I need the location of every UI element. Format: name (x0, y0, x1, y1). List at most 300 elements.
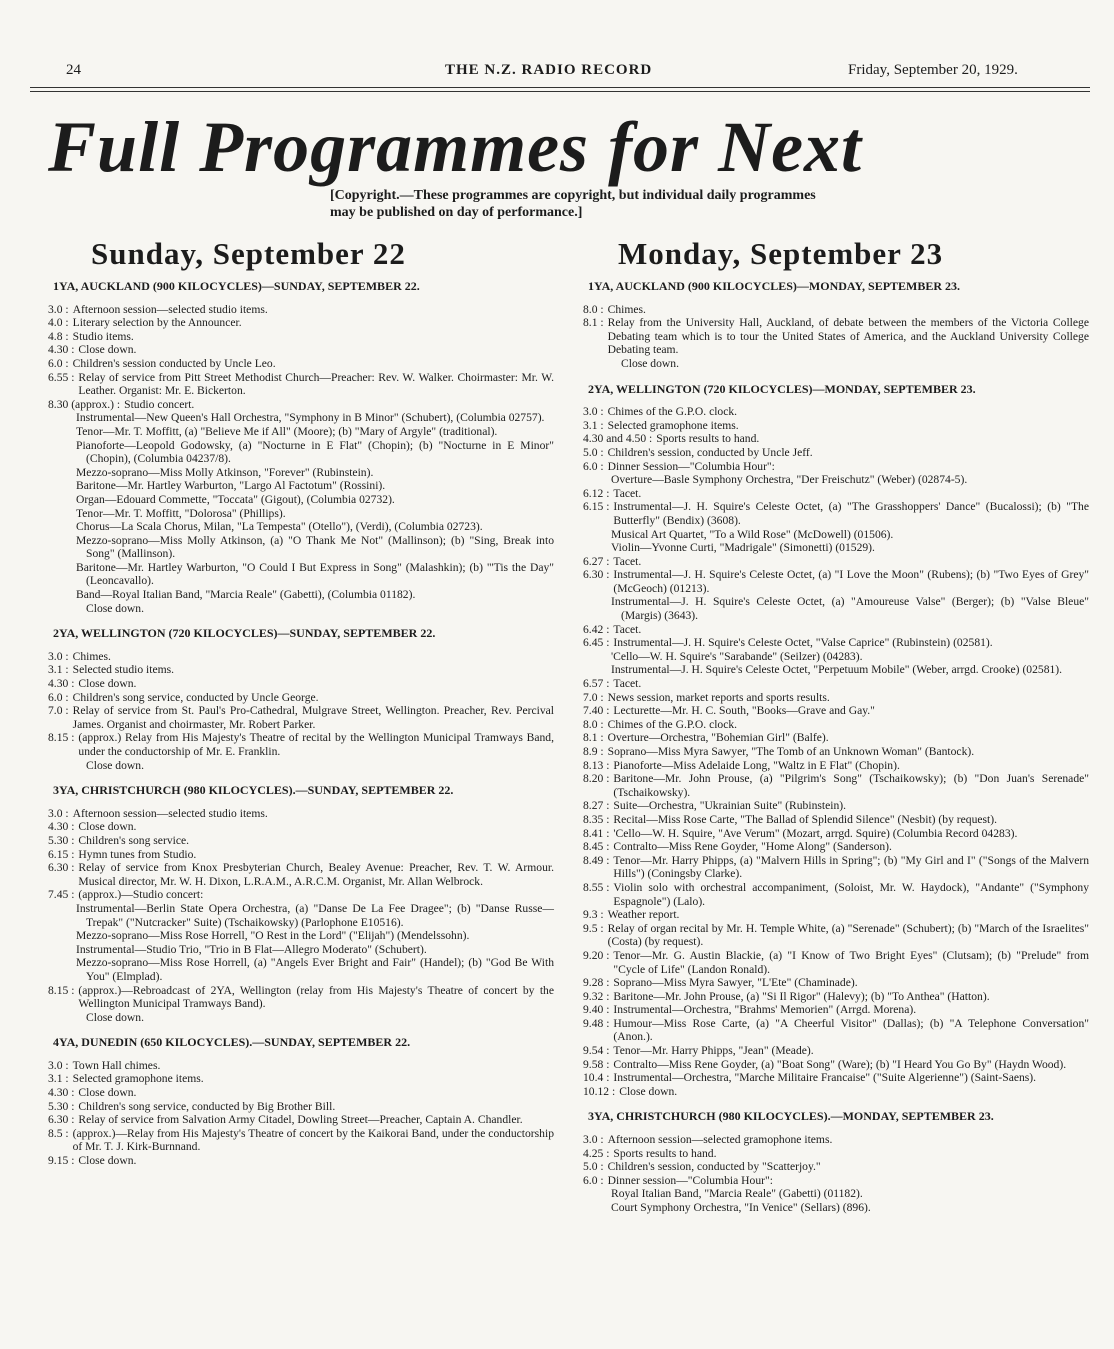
program-text: Town Hall chimes. (72, 1058, 161, 1072)
program-text: Close down. (78, 677, 137, 691)
program-text: Humour—Miss Rose Carte, (a) "A Cheerful Visitor" (Dallas); (b) "A Telephone Conversation" (Anon.). (613, 1016, 1089, 1044)
program-item (48, 371, 554, 398)
station-section (583, 1110, 1089, 1214)
time-separator: : (603, 772, 610, 786)
program-time: 5.30 (48, 1099, 69, 1113)
time-separator: : (603, 1003, 610, 1017)
time-separator: : (603, 554, 610, 568)
program-text: Close down. (619, 1084, 678, 1098)
time-separator: : (62, 663, 69, 677)
program-time: 4.0 (48, 316, 63, 330)
program-time: 9.58 (583, 1057, 604, 1071)
page-number: 24 (66, 62, 81, 78)
program-subitem: Pianoforte—Leopold Godowsky, (a) "Nocturne in E Flat" (Chopin); (b) "Nocturne in E Minor" (Chopin), (Columbia 04237/8). (76, 438, 554, 466)
time-separator: : (62, 806, 69, 820)
time-separator: : (603, 486, 610, 500)
program-item (583, 446, 1089, 460)
program-time: 8.30 (approx.) (48, 397, 115, 411)
time-separator: : (62, 316, 69, 330)
program-text: (approx.)—Studio concert: (78, 888, 204, 902)
program-text: (approx.)—Relay from His Majesty's Theatre of concert by the Kaikorai Band, under the conductorship of Mr. T. J. Kirk-Burnnand. (72, 1126, 554, 1154)
time-separator: : (62, 690, 69, 704)
program-time: 6.30 (48, 861, 69, 875)
station-section (48, 280, 554, 615)
program-text: Studio items. (72, 329, 134, 343)
program-subitem: Tenor—Mr. T. Moffitt, "Dolorosa" (Phillips). (76, 506, 286, 520)
program-text: Pianoforte—Miss Adelaide Long, "Waltz in E Flat" (Chopin). (613, 758, 900, 772)
program-item (48, 834, 554, 848)
program-subitem: Chorus—La Scala Chorus, Milan, "La Tempesta" (Otello"), (Verdi), (Columbia 02723). (76, 520, 483, 534)
program-time: 4.30 (48, 1086, 69, 1100)
time-separator: : (603, 853, 610, 867)
station-section (583, 280, 1089, 371)
program-text: Instrumental—J. H. Squire's Celeste Octet, (a) "I Love the Moon" (Rubens); (b) "Two Eyes of Grey" (McGeoch) (01213). (613, 568, 1089, 595)
program-item (583, 772, 1089, 799)
program-subitem: Mezzo-soprano—Miss Molly Atkinson, (a) "O Thank Me Not" (Mallinson); (b) "Sing, Break into Song" (Mallinson). (76, 533, 554, 561)
close-down: Close down. (621, 356, 679, 370)
program-text: Children's session conducted by Uncle Leo. (72, 356, 276, 370)
time-separator: : (603, 568, 610, 582)
program-time: 6.57 (583, 677, 604, 691)
time-separator: : (603, 989, 610, 1003)
time-separator: : (68, 677, 75, 691)
program-time: 9.20 (583, 948, 604, 962)
time-separator: : (68, 1086, 75, 1100)
program-text: Studio concert. (124, 397, 195, 411)
program-time: 6.15 (48, 847, 69, 861)
program-item (48, 1154, 554, 1168)
program-text: Soprano—Miss Myra Sawyer, "The Tomb of an Unknown Woman" (Bantock). (607, 745, 975, 758)
program-subitem: Mezzo-soprano—Miss Molly Atkinson, "Forever" (Rubinstein). (76, 465, 374, 479)
program-text: Instrumental—J. H. Squire's Celeste Octet, (a) "The Grasshoppers' Dance" (Bucalossi); (b) "The Butterfly" (Bendix) (3608). (613, 500, 1089, 527)
station-heading: 2YA, WELLINGTON (720 KILOCYCLES)—SUNDAY, SEPTEMBER 22. (53, 626, 436, 641)
station-section (583, 383, 1089, 1099)
program-time: 8.9 (583, 745, 598, 758)
program-time: 8.1 (583, 316, 598, 330)
program-item (583, 922, 1089, 949)
station-heading: 3YA, CHRISTCHURCH (980 KILOCYCLES).—SUNDAY, SEPTEMBER 22. (53, 783, 454, 798)
program-item (583, 432, 1089, 446)
time-separator: : (603, 636, 610, 650)
program-time: 6.30 (583, 568, 604, 582)
program-item (48, 1113, 554, 1127)
program-text: Tacet. (613, 677, 642, 691)
program-item (583, 1058, 1089, 1072)
program-time: 4.30 (48, 677, 69, 691)
program-item (583, 854, 1089, 881)
program-item (48, 888, 554, 902)
program-item (583, 827, 1089, 841)
station-section (48, 627, 554, 772)
monday-column (583, 278, 1089, 1227)
program-text: Selected gramophone items. (607, 418, 739, 432)
time-separator: : (68, 820, 75, 834)
program-text: Children's session, conducted by Uncle Jeff. (607, 445, 813, 459)
program-item (583, 1160, 1089, 1174)
program-item (583, 908, 1089, 922)
program-item (48, 807, 554, 821)
program-text: Weather report. (607, 908, 680, 922)
day-heading-monday: Monday, September 23 (618, 236, 944, 271)
program-text: 'Cello—W. H. Squire, "Ave Verum" (Mozart, arrgd. Squire) (Columbia Record 04283). (613, 826, 1018, 840)
program-item (583, 990, 1089, 1004)
time-separator: : (597, 316, 604, 330)
program-text: Children's song service, conducted by Uncle George. (72, 690, 319, 704)
program-text: Relay of organ recital by Mr. H. Temple White, (a) "Serenade" (Schubert); (b) "March of the Israelites" (Costa) (by request). (607, 921, 1089, 949)
program-time: 5.0 (583, 1160, 598, 1174)
program-item (583, 405, 1089, 419)
program-text: Baritone—Mr. John Prouse, (a) "Pilgrim's Song" (Tschaikowsky); (b) "Don Juan's Serenade" (Tschaikowsky). (613, 772, 1089, 799)
program-time: 8.49 (583, 853, 604, 867)
program-subitem: Musical Art Quartet, "To a Wild Rose" (McDowell) (01506). (611, 527, 894, 541)
program-item (583, 840, 1089, 854)
program-item (583, 799, 1089, 813)
program-time: 9.40 (583, 1003, 604, 1017)
program-time: 7.40 (583, 704, 604, 718)
program-text: Instrumental—Orchestra, "Brahms' Memorien" (Arrgd. Morena). (613, 1003, 917, 1017)
program-item (48, 303, 554, 317)
program-subitem: Instrumental—New Queen's Hall Orchestra, "Symphony in B Minor" (Schubert), (Columbia 02757). (76, 411, 545, 425)
program-item (583, 718, 1089, 732)
program-text: Children's song service. (78, 833, 190, 847)
program-time: 6.0 (48, 690, 63, 704)
time-separator: : (597, 1160, 604, 1174)
program-time: 9.5 (583, 921, 598, 935)
program-text: Selected studio items. (72, 663, 175, 677)
program-item (48, 398, 554, 412)
program-text: Contralto—Miss Rene Goyder, (a) "Boat Song" (Ware); (b) "I Heard You Go By" (Haydn Wood). (613, 1057, 1067, 1071)
program-subitem: Instrumental—Studio Trio, "Trio in B Flat—Allegro Moderato" (Schubert). (76, 942, 427, 956)
time-separator: : (603, 500, 610, 514)
time-separator: : (603, 1071, 610, 1085)
program-item (583, 316, 1089, 357)
program-text: Children's song service, conducted by Big Brother Bill. (78, 1099, 336, 1113)
program-item (583, 303, 1089, 317)
program-text: Baritone—Mr. John Prouse, (a) "Si Il Rigor" (Halevy); (b) "To Anthea" (Hatton). (613, 989, 990, 1003)
program-time: 6.0 (583, 1173, 598, 1187)
time-separator: : (609, 1084, 616, 1098)
time-separator: : (68, 1113, 75, 1127)
program-item (583, 1044, 1089, 1058)
station-heading: 1YA, AUCKLAND (900 KILOCYCLES)—SUNDAY, SEPTEMBER 22. (53, 279, 420, 293)
time-separator: : (603, 758, 610, 772)
program-time: 3.0 (48, 649, 63, 663)
program-subitem: Mezzo-soprano—Miss Rose Horrell, (a) "Angels Ever Bright and Fair" (Handel); (b) "God Be With You" (Elmplad). (76, 956, 554, 983)
time-separator: : (603, 799, 610, 813)
time-separator: : (597, 459, 604, 473)
time-separator: : (62, 1058, 69, 1072)
program-text: Close down. (78, 1154, 137, 1168)
publication-name: THE N.Z. RADIO RECORD (445, 62, 653, 78)
time-separator: : (603, 1016, 610, 1030)
program-time: 3.0 (48, 1058, 63, 1072)
time-separator: : (646, 432, 653, 446)
time-separator: : (68, 370, 75, 384)
program-text: Soprano—Miss Myra Sawyer, "L'Ete" (Chaminade). (613, 976, 858, 990)
station-heading: 3YA, CHRISTCHURCH (980 KILOCYCLES).—MONDAY, SEPTEMBER 23. (588, 1109, 994, 1124)
program-text: Tacet. (613, 554, 642, 568)
time-separator: : (597, 717, 604, 731)
program-item (48, 677, 554, 691)
time-separator: : (603, 622, 610, 636)
copyright-notice: [Copyright.—These programmes are copyright, but individual daily programmes may be published on day of performance.] (330, 188, 816, 220)
program-item (48, 820, 554, 834)
time-separator: : (603, 1057, 610, 1071)
program-item (48, 691, 554, 705)
program-time: 4.25 (583, 1146, 604, 1160)
program-text: (approx.) Relay from His Majesty's Theatre of recital by the Wellington Municipal Tramways Band, under the conductorship of Mr. E. Franklin. (78, 731, 554, 758)
program-text: Dinner Session—"Columbia Hour": (607, 459, 775, 473)
program-subitem: Tenor—Mr. T. Moffitt, (a) "Believe Me if All" (Moore); (b) "Mary of Argyle" (traditional). (76, 424, 498, 438)
program-time: 9.28 (583, 976, 604, 990)
time-separator: : (603, 812, 610, 826)
time-separator: : (68, 888, 75, 902)
program-subitem: Baritone—Mr. Hartley Warburton, "Largo Al Factotum" (Rossini). (76, 479, 386, 493)
program-text: Hymn tunes from Studio. (78, 847, 197, 861)
time-separator: : (603, 1044, 610, 1058)
program-time: 6.0 (583, 459, 598, 473)
program-text: Chimes. (72, 649, 111, 663)
day-heading-sunday: Sunday, September 22 (91, 236, 406, 271)
program-text: Relay of service from Knox Presbyterian Church, Bealey Avenue: Preacher, Rev. T. W. Armour. Musical director, Mr. W. H. Dixon, L.R.A.M., A.R.C.M. Organist, Mr. Allan Welbrock. (78, 861, 554, 888)
time-separator: : (597, 302, 604, 316)
sunday-column (48, 278, 554, 1180)
program-time: 4.30 (48, 820, 69, 834)
program-item (583, 636, 1089, 650)
program-item (48, 1072, 554, 1086)
time-separator: : (68, 861, 75, 875)
program-item (583, 731, 1089, 745)
program-item (583, 691, 1089, 705)
time-separator: : (597, 908, 604, 922)
program-time: 8.0 (583, 302, 598, 316)
header-rule (30, 87, 1090, 88)
program-time: 4.30 (48, 343, 69, 357)
program-time: 8.35 (583, 812, 604, 826)
time-separator: : (603, 880, 610, 894)
program-time: 8.27 (583, 799, 604, 813)
time-separator: : (603, 704, 610, 718)
program-time: 3.0 (48, 302, 63, 316)
time-separator: : (597, 1133, 604, 1147)
station-heading: 2YA, WELLINGTON (720 KILOCYCLES)—MONDAY, SEPTEMBER 23. (588, 381, 976, 396)
program-time: 6.15 (583, 500, 604, 514)
program-item (583, 419, 1089, 433)
time-separator: : (603, 840, 610, 854)
program-time: 8.1 (583, 731, 598, 745)
time-separator: : (68, 1154, 75, 1168)
time-separator: : (603, 976, 610, 990)
program-item (48, 1059, 554, 1073)
program-text: Sports results to hand. (613, 1146, 717, 1160)
program-item (583, 677, 1089, 691)
program-time: 9.3 (583, 908, 598, 922)
time-separator: : (62, 1072, 69, 1086)
program-time: 8.13 (583, 758, 604, 772)
program-time: 9.32 (583, 989, 604, 1003)
program-time: 7.45 (48, 888, 69, 902)
program-item (583, 460, 1089, 474)
program-text: Violin solo with orchestral accompaniment, (Soloist, Mr. W. Haydock), "Andante" ("Symphony Espagnole") (Lalo). (613, 880, 1089, 908)
program-subitem: Instrumental—J. H. Squire's Celeste Octet, "Perpetuum Mobile" (Weber, arrgd. Crooke) (02581). (611, 663, 1063, 677)
program-item (48, 316, 554, 330)
program-item (48, 1100, 554, 1114)
program-text: Chimes. (607, 302, 646, 316)
station-heading: 4YA, DUNEDIN (650 KILOCYCLES).—SUNDAY, SEPTEMBER 22. (53, 1035, 411, 1050)
time-separator: : (62, 302, 69, 316)
program-item (583, 487, 1089, 501)
program-subitem: Royal Italian Band, "Marcia Reale" (Gabetti) (01182). (611, 1187, 863, 1201)
time-separator: : (62, 356, 69, 370)
program-text: Relay of service from Pitt Street Methodist Church—Preacher: Rev. W. Walker. Choirmaster: Mr. W. Leather. Organist: Mr. E. Bickerton. (78, 370, 554, 398)
program-item (48, 704, 554, 731)
program-item (48, 357, 554, 371)
program-time: 6.45 (583, 636, 604, 650)
program-text: Relay of service from St. Paul's Pro-Cathedral, Mulgrave Street, Wellington. Preacher, Rev. Percival James. Organist and choirmaster, Mr. Robert Parker. (72, 704, 554, 731)
program-time: 6.27 (583, 554, 604, 568)
program-item (583, 1174, 1089, 1188)
program-text: Contralto—Miss Rene Goyder, "Home Along" (Sanderson). (613, 840, 892, 854)
program-item (48, 861, 554, 888)
program-text: Close down. (78, 1086, 137, 1100)
time-separator: : (597, 921, 604, 935)
program-item (48, 731, 554, 758)
program-text: Children's session, conducted by "Scatterjoy." (607, 1160, 821, 1174)
program-item (583, 1147, 1089, 1161)
time-separator: : (597, 745, 604, 758)
program-item (583, 704, 1089, 718)
close-down: Close down. (86, 758, 144, 772)
time-separator: : (62, 329, 69, 343)
program-text: Tenor—Mr. G. Austin Blackie, (a) "I Know of Two Bright Eyes" (Clutsam); (b) "Prelude" from "Cycle of Life" (Landon Ronald). (613, 948, 1089, 976)
program-time: 8.15 (48, 983, 69, 997)
program-text: Afternoon session—selected gramophone items. (607, 1133, 833, 1147)
time-separator: : (68, 847, 75, 861)
program-time: 6.55 (48, 370, 69, 384)
program-subitem: Instrumental—J. H. Squire's Celeste Octet, (a) "Amoureuse Valse" (Berger); (b) "Valse Bleue" (Margis) (3643). (611, 595, 1089, 623)
program-item (583, 555, 1089, 569)
time-separator: : (62, 704, 69, 718)
program-time: 10.4 (583, 1071, 604, 1085)
program-item (583, 976, 1089, 990)
program-text: Afternoon session—selected studio items. (72, 806, 268, 820)
program-subitem: Instrumental—Berlin State Opera Orchestra, (a) "Danse De La Fee Dragee"; (b) "Danse Russe—Trepak" ("Nutcracker" Suite) (Tschaikowsky) (Parlophone E10516). (76, 901, 554, 929)
time-separator: : (597, 405, 604, 419)
page-title: Full Programmes for Next (48, 107, 863, 187)
time-separator: : (603, 677, 610, 691)
program-text: Tenor—Mr. Harry Phipps, (a) "Malvern Hills in Spring"; (b) "My Girl and I" ("Songs of the Malvern Hills") (Coningsby Clarke). (613, 853, 1089, 881)
program-subitem: Court Symphony Orchestra, "In Venice" (Sellars) (896). (611, 1201, 871, 1214)
program-time: 6.42 (583, 622, 604, 636)
program-time: 3.1 (48, 1072, 63, 1086)
program-item (48, 343, 554, 357)
time-separator: : (68, 731, 75, 745)
program-text: Literary selection by the Announcer. (72, 316, 242, 330)
program-text: Sports results to hand. (656, 432, 760, 446)
time-separator: : (68, 1099, 75, 1113)
program-time: 8.5 (48, 1126, 63, 1140)
program-item (583, 568, 1089, 595)
program-time: 4.30 and 4.50 (583, 432, 647, 446)
program-item (583, 1133, 1089, 1147)
program-item (583, 881, 1089, 908)
time-separator: : (114, 397, 121, 411)
time-separator: : (597, 418, 604, 432)
program-time: 8.0 (583, 717, 598, 731)
time-separator: : (597, 731, 604, 745)
program-time: 8.41 (583, 826, 604, 840)
header-rule-thin (30, 91, 1090, 92)
program-item (583, 1003, 1089, 1017)
program-time: 8.20 (583, 772, 604, 786)
program-time: 10.12 (583, 1084, 610, 1098)
program-subitem: Violin—Yvonne Curti, "Madrigale" (Simonetti) (01529). (611, 541, 875, 555)
program-time: 3.0 (48, 806, 63, 820)
issue-date: Friday, September 20, 1929. (848, 62, 1018, 78)
program-item (583, 745, 1089, 759)
program-time: 5.0 (583, 445, 598, 459)
program-item (583, 759, 1089, 773)
time-separator: : (68, 343, 75, 357)
program-text: Lecturette—Mr. H. C. South, "Books—Grave and Gay." (613, 704, 875, 718)
program-text: Dinner session—"Columbia Hour": (607, 1173, 773, 1187)
time-separator: : (597, 445, 604, 459)
program-item (583, 623, 1089, 637)
time-separator: : (68, 833, 75, 847)
program-subitem: Overture—Basle Symphony Orchestra, "Der Freischutz" (Weber) (02874-5). (611, 473, 968, 487)
program-text: Tacet. (613, 622, 642, 636)
program-item (583, 949, 1089, 976)
program-subitem: Organ—Edouard Commette, "Toccata" (Gigout), (Columbia 02732). (76, 492, 395, 506)
program-subitem: Baritone—Mr. Hartley Warburton, "O Could I But Express in Song" (Malashkin); (b) "'Tis the Day" (Leoncavallo). (76, 560, 554, 588)
program-text: (approx.)—Rebroadcast of 2YA, Wellington (relay from His Majesty's Theatre of concert by the Wellington Municipal Tramways Band). (78, 983, 554, 1011)
program-text: News session, market reports and sports results. (607, 690, 830, 704)
program-subitem: Band—Royal Italian Band, "Marcia Reale" (Gabetti), (Columbia 01182). (76, 588, 416, 602)
program-text: Close down. (78, 343, 137, 357)
time-separator: : (597, 690, 604, 704)
program-text: Tenor—Mr. Harry Phipps, "Jean" (Meade). (613, 1044, 814, 1058)
program-text: Afternoon session—selected studio items. (72, 302, 268, 316)
program-text: Close down. (78, 820, 137, 834)
program-item (583, 1085, 1089, 1099)
time-separator: : (603, 948, 610, 962)
program-time: 3.0 (583, 1133, 598, 1147)
program-text: Tacet. (613, 486, 642, 500)
program-text: Instrumental—Orchestra, "Marche Militaire Francaise" ("Suite Algerienne") (Saint-Saens). (613, 1071, 1037, 1085)
program-time: 4.8 (48, 329, 63, 343)
program-text: Instrumental—J. H. Squire's Celeste Octet, "Valse Caprice" (Rubinstein) (02581). (613, 636, 993, 650)
program-subitem: Mezzo-soprano—Miss Rose Horrell, "O Rest in the Lord" ("Elijah") (Mendelssohn). (76, 929, 470, 943)
program-text: Relay from the University Hall, Auckland, of debate between the members of the Victoria College Debating team which is to tour the United States of America, and the Auckland University College Debating team. (607, 316, 1089, 357)
program-item (583, 1071, 1089, 1085)
program-text: Recital—Miss Rose Carte, "The Ballad of Splendid Silence" (Nesbit) (by request). (613, 812, 998, 826)
program-time: 9.15 (48, 1154, 69, 1168)
program-time: 6.12 (583, 486, 604, 500)
station-heading: 1YA, AUCKLAND (900 KILOCYCLES)—MONDAY, SEPTEMBER 23. (588, 279, 961, 293)
program-text: Suite—Orchestra, "Ukrainian Suite" (Rubinstein). (613, 799, 847, 813)
program-time: 3.1 (583, 418, 598, 432)
time-separator: : (603, 826, 610, 840)
close-down: Close down. (86, 1010, 144, 1024)
program-item (48, 330, 554, 344)
program-item (48, 984, 554, 1011)
program-time: 3.0 (583, 405, 598, 419)
program-time: 6.30 (48, 1113, 69, 1127)
program-time: 9.54 (583, 1044, 604, 1058)
program-text: Chimes of the G.P.O. clock. (607, 405, 738, 419)
program-item (583, 500, 1089, 527)
station-section (48, 784, 554, 1024)
